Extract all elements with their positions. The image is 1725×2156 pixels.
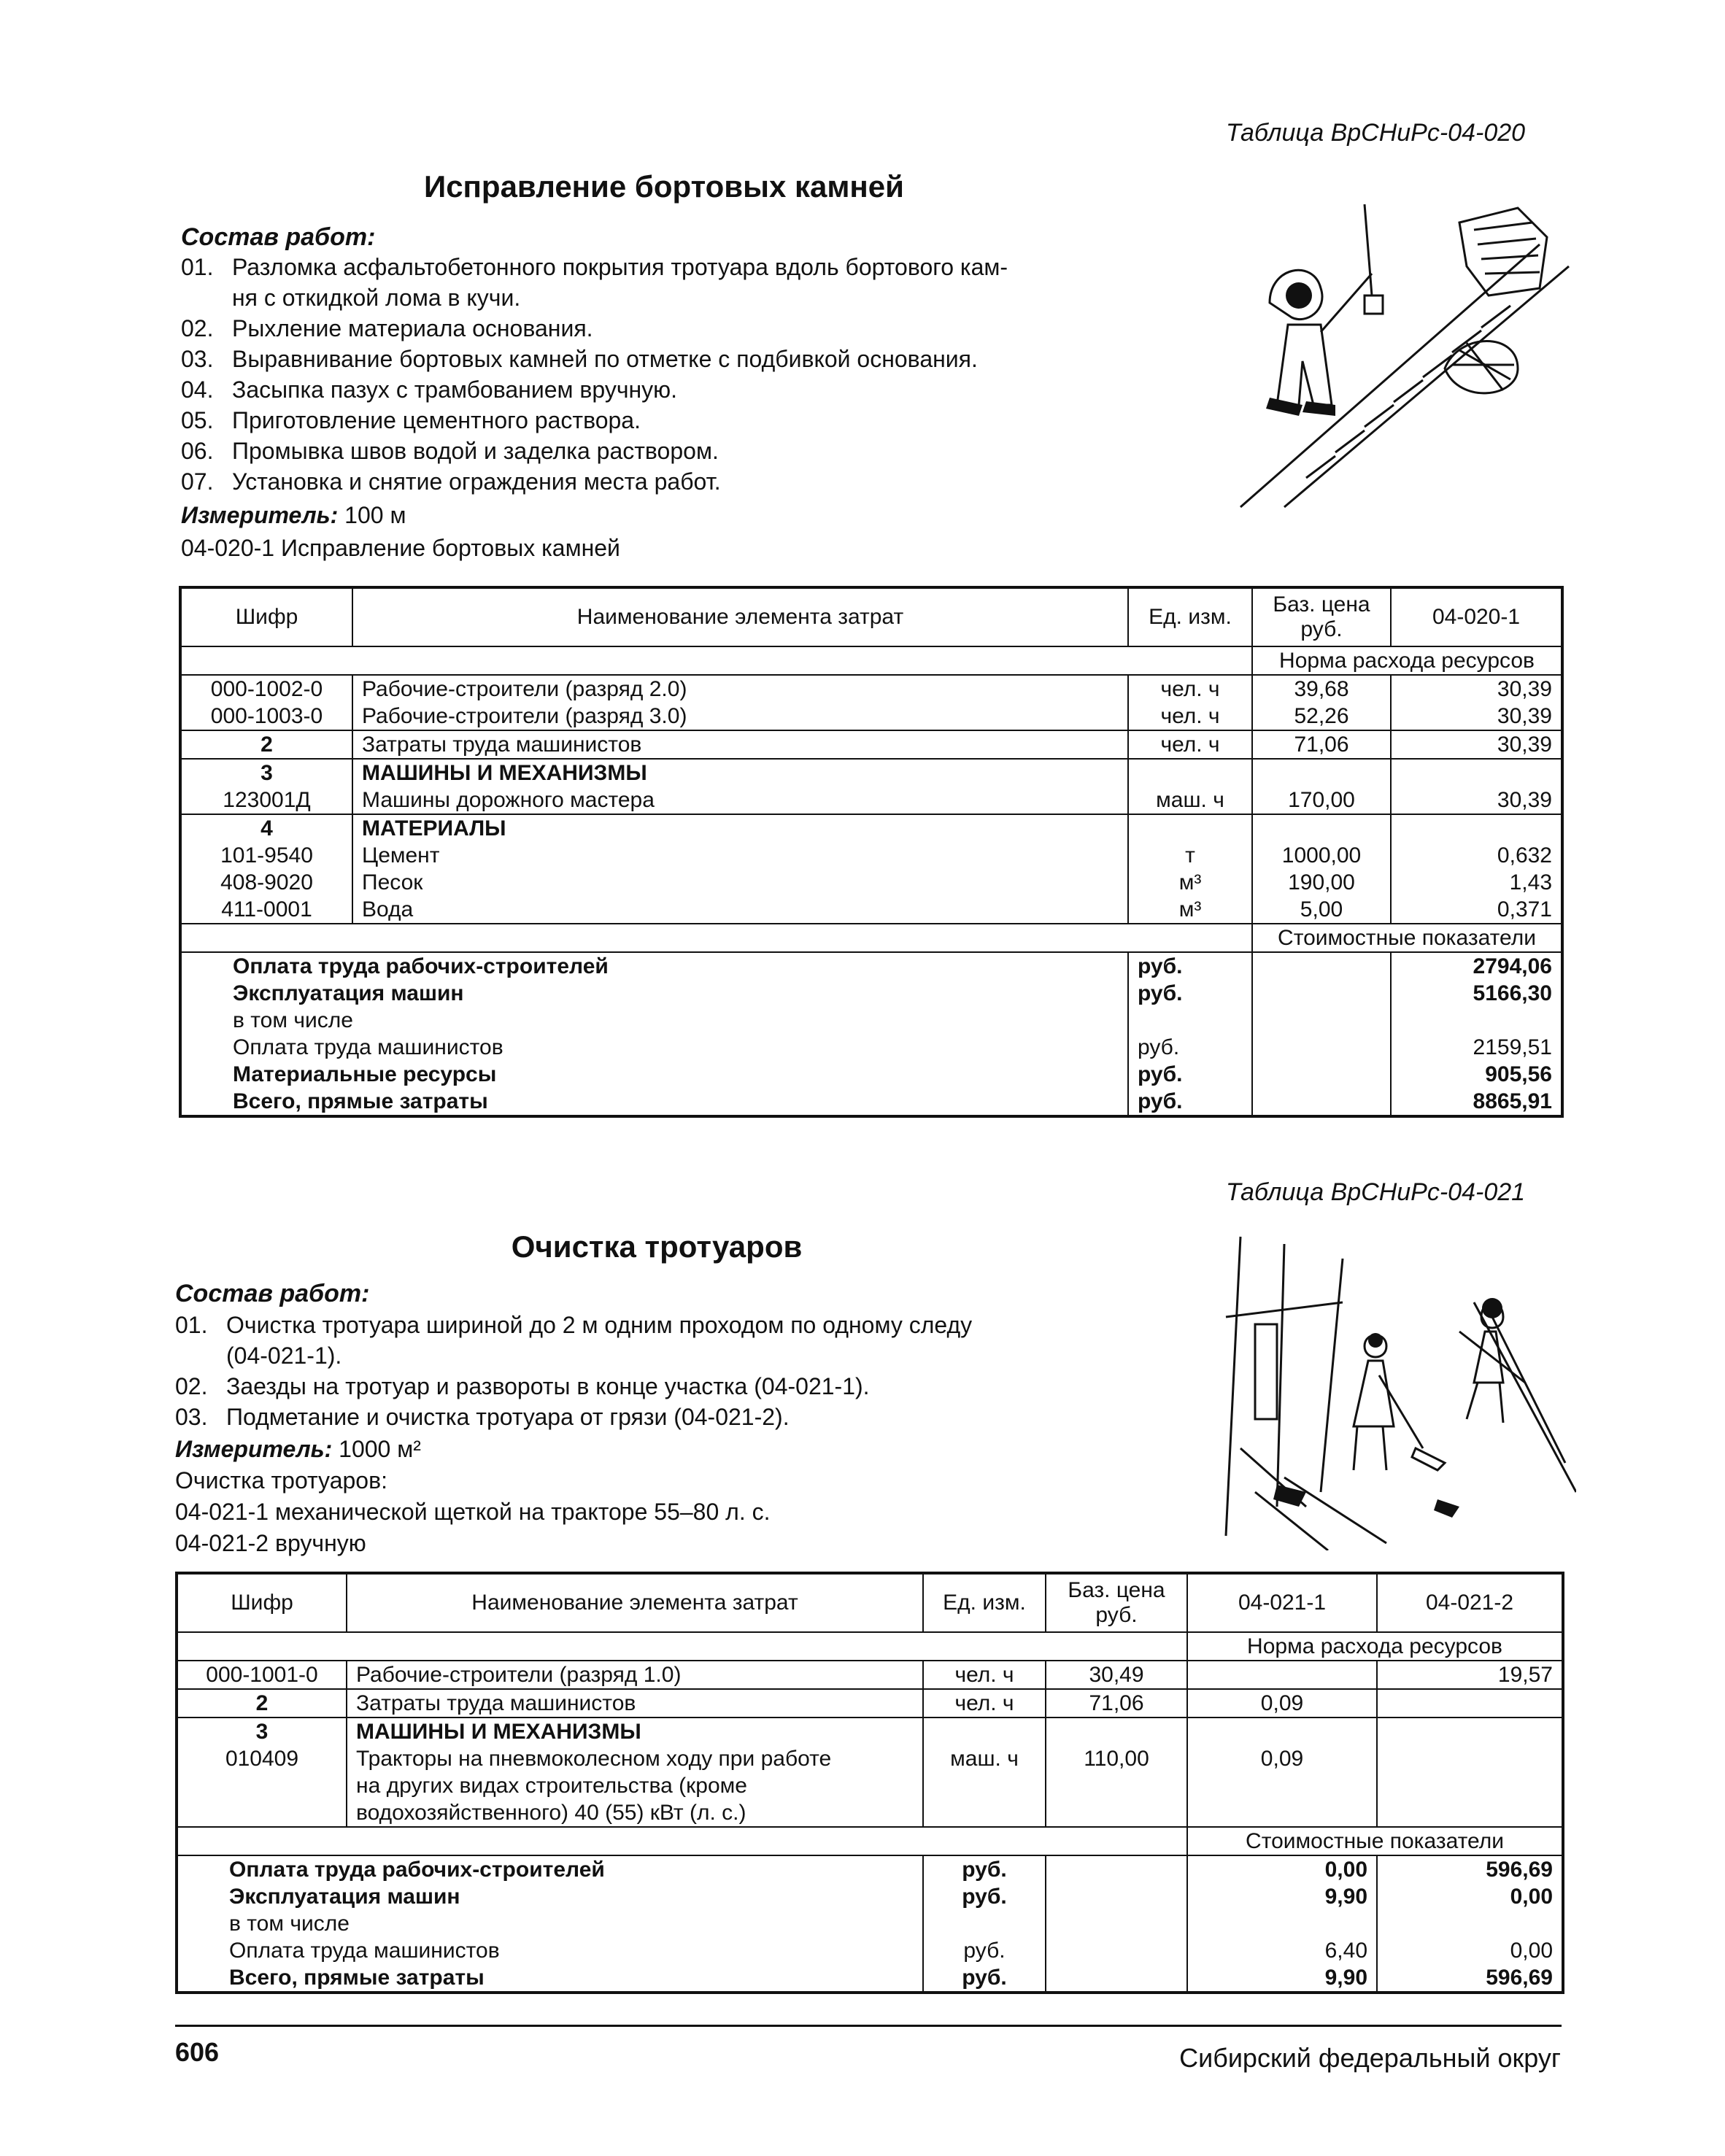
norma-section-row [177, 1632, 1563, 1661]
header-col-04-021-1: 04-021-1 [1187, 1573, 1377, 1632]
table-row: 408-9020 Песок м³ 190,00 1,43 [180, 869, 1562, 896]
work-item: ня с откидкой лома в кучи. [232, 285, 521, 311]
work-item: 01. Очистка тротуара шириной до 2 м одним проходом по одному следу [175, 1312, 973, 1338]
work-item: (04-021-1). [226, 1342, 342, 1369]
header-cipher: Шифр [180, 587, 352, 646]
table-row: 2 Затраты труда машинистов чел. ч 71,06 0,09 [177, 1689, 1563, 1718]
cost-row-total: Всего, прямые затраты руб. 9,90 596,69 [177, 1964, 1563, 1993]
work-item: 05. Приготовление цементного раствора. [181, 407, 641, 433]
norma-section-row [180, 646, 1562, 675]
sidewalk-cleaning-illustration [1197, 1229, 1576, 1550]
norma-label: Норма расхода ресурсов [1252, 646, 1562, 675]
cost-section-row [177, 1827, 1563, 1855]
code-line-04-021-2: 04-021-2 вручную [175, 1530, 366, 1556]
measure-line-1 [181, 500, 406, 530]
table-row: 3 МАШИНЫ И МЕХАНИЗМЫ [177, 1718, 1563, 1745]
cost-row: Оплата труда рабочих-строителей руб. 0,00 596,69 [177, 1855, 1563, 1883]
cost-label: Стоимостные показатели [1187, 1827, 1563, 1855]
cost-row: в том числе [177, 1910, 1563, 1937]
table-row: 123001Д Машины дорожного мастера маш. ч 170,00 30,39 [180, 787, 1562, 814]
page-number: 606 [175, 2037, 220, 2067]
cost-row: Эксплуатация машин руб. 9,90 0,00 [177, 1883, 1563, 1910]
resource-table-04-021 [175, 1572, 1564, 1994]
cost-row: Материальные ресурсы руб. 905,56 [180, 1061, 1562, 1088]
header-unit: Ед. изм. [1128, 587, 1252, 646]
cost-label: Стоимостные показатели [1252, 924, 1562, 952]
table-row: 4 МАТЕРИАЛЫ [180, 814, 1562, 842]
header-col-04-020-1: 04-020-1 [1391, 587, 1562, 646]
cost-row-total: Всего, прямые затраты руб. 8865,91 [180, 1088, 1562, 1116]
cost-row: Оплата труда рабочих-строителей руб. 2794,06 [180, 952, 1562, 980]
work-item: 06. Промывка швов водой и заделка раствором. [181, 438, 719, 464]
cost-section-row [180, 924, 1562, 952]
header-name: Наименование элемента затрат [347, 1573, 923, 1632]
table-row: 000-1003-0 Рабочие-строители (разряд 3.0) чел. ч 52,26 30,39 [180, 703, 1562, 730]
measure-value: 100 м [344, 502, 406, 528]
table-header-row [180, 587, 1562, 646]
table-reference-04-020: Таблица ВрСНиРс-04-020 [1226, 119, 1526, 147]
work-item: 02. Заезды на тротуар и развороты в конце участка (04-021-1). [175, 1373, 870, 1399]
work-item: 02. Рыхление материала основания. [181, 315, 593, 341]
table-header-row [177, 1573, 1563, 1632]
subtitle-sidewalk-cleaning: Очистка тротуаров: [175, 1467, 387, 1494]
table-row: 2 Затраты труда машинистов чел. ч 71,06 30,39 [180, 730, 1562, 759]
work-composition-label: Состав работ: [175, 1280, 370, 1307]
work-list-2 [175, 1310, 1138, 1432]
table-row: 010409 Тракторы на пневмоколесном ходу при работе на других видах строительства (кроме водохозяйственного) 40 (55) кВт (л. с.) маш. ч 110,00 0,09 [177, 1745, 1563, 1827]
header-name: Наименование элемента затрат [352, 587, 1128, 646]
table-reference-04-021: Таблица ВрСНиРс-04-021 [1226, 1178, 1526, 1206]
work-item: 03. Подметание и очистка тротуара от грязи (04-021-2). [175, 1404, 790, 1430]
work-item: 04. Засыпка пазух с трамбованием вручную. [181, 376, 678, 403]
measure-line-2 [175, 1434, 421, 1464]
measure-value: 1000 м² [339, 1436, 421, 1462]
header-col-04-021-2: 04-021-2 [1377, 1573, 1563, 1632]
work-list-1 [181, 252, 1144, 497]
measure-label: Измеритель: [181, 502, 339, 528]
table-row: 000-1002-0 Рабочие-строители (разряд 2.0) чел. ч 39,68 30,39 [180, 675, 1562, 703]
footer-region: Сибирский федеральный округ [1179, 2043, 1561, 2073]
cost-row: Оплата труда машинистов руб. 2159,51 [180, 1034, 1562, 1061]
work-item: 07. Установка и снятие ограждения места работ. [181, 468, 721, 495]
code-line-04-020-1: 04-020-1 Исправление бортовых камней [181, 535, 620, 561]
header-price: Баз. цена руб. [1252, 587, 1391, 646]
code-line-04-021-1: 04-021-1 механической щеткой на тракторе 55–80 л. с. [175, 1499, 771, 1525]
table-row: 3 МАШИНЫ И МЕХАНИЗМЫ [180, 759, 1562, 787]
work-composition-label: Состав работ: [181, 223, 376, 251]
footer-divider [175, 2025, 1562, 2027]
cost-row: Оплата труда машинистов руб. 6,40 0,00 [177, 1937, 1563, 1964]
work-item: 01. Разломка асфальтобетонного покрытия тротуара вдоль бортового кам- [181, 254, 1008, 280]
section-title-sidewalk-cleaning: Очистка тротуаров [511, 1229, 803, 1264]
section-title-curb-stones: Исправление бортовых камней [424, 169, 904, 204]
work-item: 03. Выравнивание бортовых камней по отметке с подбивкой основания. [181, 346, 978, 372]
resource-table-04-020 [179, 586, 1564, 1118]
cost-row: в том числе [180, 1007, 1562, 1034]
table-row: 101-9540 Цемент т 1000,00 0,632 [180, 842, 1562, 869]
header-price: Баз. цена руб. [1046, 1573, 1187, 1632]
table-row: 000-1001-0 Рабочие-строители (разряд 1.0) чел. ч 30,49 19,57 [177, 1661, 1563, 1689]
measure-label: Измеритель: [175, 1436, 333, 1462]
cost-row: Эксплуатация машин руб. 5166,30 [180, 980, 1562, 1007]
table-row: 411-0001 Вода м³ 5,00 0,371 [180, 896, 1562, 924]
header-unit: Ед. изм. [923, 1573, 1046, 1632]
header-cipher: Шифр [177, 1573, 347, 1632]
norma-label: Норма расхода ресурсов [1187, 1632, 1563, 1661]
curb-repair-illustration [1226, 186, 1576, 522]
